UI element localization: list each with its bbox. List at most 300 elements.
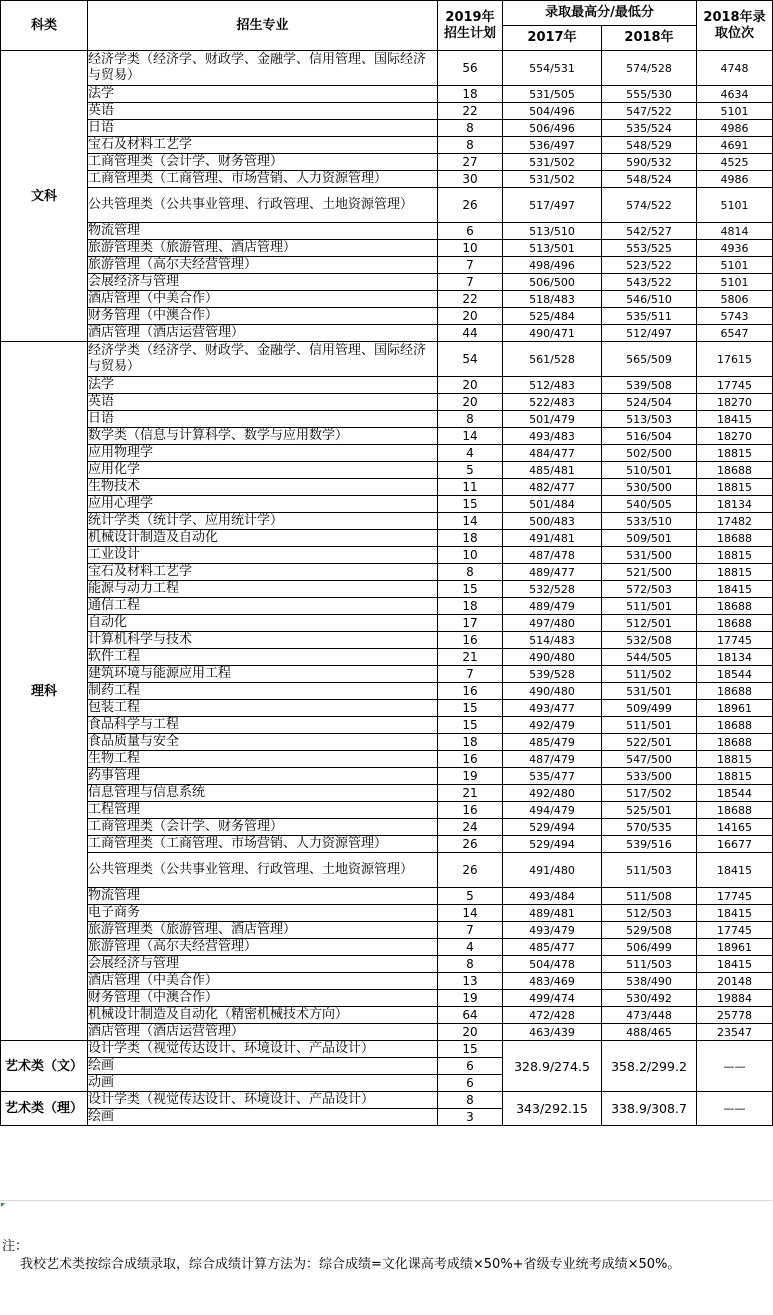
major-cell: 英语	[88, 394, 438, 411]
rank-cell: 17745	[697, 922, 773, 939]
score-2018-cell: 511/503	[602, 956, 697, 973]
score-2018-cell: 512/501	[602, 615, 697, 632]
score-2017-cell: 504/478	[503, 956, 602, 973]
plan-cell: 20	[438, 308, 503, 325]
plan-cell: 6	[438, 223, 503, 240]
rank-cell: ——	[697, 1041, 773, 1092]
plan-cell: 8	[438, 956, 503, 973]
score-2018-cell: 542/527	[602, 223, 697, 240]
major-cell: 应用物理学	[88, 445, 438, 462]
category-arts-science: 艺术类（理）	[1, 1092, 88, 1126]
major-cell: 工商管理类（会计学、财务管理）	[88, 154, 438, 171]
score-2017-cell: 513/501	[503, 240, 602, 257]
score-2018-cell: 535/524	[602, 120, 697, 137]
major-cell: 英语	[88, 103, 438, 120]
score-2018-cell: 535/511	[602, 308, 697, 325]
table-row	[1, 445, 773, 462]
plan-cell: 15	[438, 700, 503, 717]
score-2017-cell: 490/471	[503, 325, 602, 342]
plan-cell: 4	[438, 939, 503, 956]
major-cell: 法学	[88, 377, 438, 394]
score-2017-cell: 492/480	[503, 785, 602, 802]
table-row	[1, 188, 773, 223]
major-cell: 机械设计制造及自动化	[88, 530, 438, 547]
rank-cell: 20148	[697, 973, 773, 990]
rank-cell: 18270	[697, 428, 773, 445]
rank-cell: ——	[697, 1092, 773, 1126]
major-cell: 食品质量与安全	[88, 734, 438, 751]
score-2018-cell: 546/510	[602, 291, 697, 308]
score-2018-cell: 488/465	[602, 1024, 697, 1041]
table-row	[1, 666, 773, 683]
plan-cell: 8	[438, 120, 503, 137]
score-2018-cell: 338.9/308.7	[602, 1092, 697, 1126]
rank-cell: 18415	[697, 956, 773, 973]
header-2018: 2018年	[602, 26, 697, 51]
score-2017-cell: 529/494	[503, 836, 602, 853]
score-2018-cell: 574/522	[602, 188, 697, 223]
table-row	[1, 51, 773, 86]
score-2018-cell: 513/503	[602, 411, 697, 428]
major-cell: 绘画	[88, 1109, 438, 1126]
score-2017-cell: 512/483	[503, 377, 602, 394]
table-row	[1, 274, 773, 291]
rank-cell: 5101	[697, 188, 773, 223]
rank-cell: 5101	[697, 257, 773, 274]
score-2017-cell: 522/483	[503, 394, 602, 411]
plan-cell: 14	[438, 513, 503, 530]
major-cell: 财务管理（中澳合作）	[88, 990, 438, 1007]
rank-cell: 5101	[697, 274, 773, 291]
score-2018-cell: 511/508	[602, 888, 697, 905]
header-category: 科类	[1, 1, 88, 51]
score-2017-cell: 493/479	[503, 922, 602, 939]
table-row	[1, 922, 773, 939]
plan-cell: 18	[438, 734, 503, 751]
score-2018-cell: 530/492	[602, 990, 697, 1007]
major-cell: 经济学类（经济学、财政学、金融学、信用管理、国际经济与贸易）	[88, 342, 438, 377]
rank-cell: 18415	[697, 581, 773, 598]
score-2017-cell: 490/480	[503, 649, 602, 666]
score-2018-cell: 521/500	[602, 564, 697, 581]
table-row	[1, 377, 773, 394]
header-rank-2018-text: 2018年录取位次	[703, 9, 766, 41]
major-cell: 会展经济与管理	[88, 274, 438, 291]
score-2017-cell: 328.9/274.5	[503, 1041, 602, 1092]
rank-cell: 18815	[697, 751, 773, 768]
plan-cell: 18	[438, 86, 503, 103]
score-2017-cell: 536/497	[503, 137, 602, 154]
plan-cell: 6	[438, 1075, 503, 1092]
score-2018-cell: 548/529	[602, 137, 697, 154]
score-2017-cell: 498/496	[503, 257, 602, 274]
table-row	[1, 700, 773, 717]
table-row	[1, 120, 773, 137]
table-row	[1, 717, 773, 734]
major-cell: 酒店管理（中美合作）	[88, 291, 438, 308]
table-row	[1, 411, 773, 428]
plan-cell: 14	[438, 905, 503, 922]
table-row	[1, 853, 773, 888]
table-row	[1, 683, 773, 700]
rank-cell: 4691	[697, 137, 773, 154]
rank-cell: 19884	[697, 990, 773, 1007]
score-2017-cell: 554/531	[503, 51, 602, 86]
table-row	[1, 649, 773, 666]
cell-comment-marker	[1, 1203, 5, 1207]
score-2017-cell: 535/477	[503, 768, 602, 785]
score-2017-cell: 493/483	[503, 428, 602, 445]
score-2017-cell: 484/477	[503, 445, 602, 462]
note-body: 我校艺术类按综合成绩录取，综合成绩计算方法为：综合成绩=文化课高考成绩×50%+省级专业统考成绩×50%。	[20, 1257, 681, 1272]
table-row	[1, 496, 773, 513]
plan-cell: 4	[438, 445, 503, 462]
category-liberal-arts: 文科	[1, 51, 88, 342]
score-2017-cell: 531/502	[503, 171, 602, 188]
major-cell: 财务管理（中澳合作）	[88, 308, 438, 325]
rank-cell: 18415	[697, 853, 773, 888]
rank-cell: 18544	[697, 785, 773, 802]
major-cell: 动画	[88, 1075, 438, 1092]
score-2017-cell: 501/479	[503, 411, 602, 428]
plan-cell: 3	[438, 1109, 503, 1126]
major-cell: 会展经济与管理	[88, 956, 438, 973]
score-2018-cell: 539/508	[602, 377, 697, 394]
score-2017-cell: 485/481	[503, 462, 602, 479]
plan-cell: 19	[438, 768, 503, 785]
rank-cell: 18544	[697, 666, 773, 683]
table-row	[1, 257, 773, 274]
major-cell: 宝石及材料工艺学	[88, 137, 438, 154]
plan-cell: 54	[438, 342, 503, 377]
score-2018-cell: 523/522	[602, 257, 697, 274]
plan-cell: 8	[438, 411, 503, 428]
score-2018-cell: 590/532	[602, 154, 697, 171]
score-2017-cell: 343/292.15	[503, 1092, 602, 1126]
score-2017-cell: 513/510	[503, 223, 602, 240]
plan-cell: 16	[438, 802, 503, 819]
table-row	[1, 171, 773, 188]
score-2018-cell: 358.2/299.2	[602, 1041, 697, 1092]
rank-cell: 18415	[697, 411, 773, 428]
plan-cell: 16	[438, 683, 503, 700]
rank-cell: 17615	[697, 342, 773, 377]
score-2017-cell: 539/528	[503, 666, 602, 683]
major-cell: 法学	[88, 86, 438, 103]
plan-cell: 10	[438, 547, 503, 564]
plan-cell: 11	[438, 479, 503, 496]
score-2017-cell: 499/474	[503, 990, 602, 1007]
rank-cell: 5806	[697, 291, 773, 308]
rank-cell: 18815	[697, 564, 773, 581]
rank-cell: 4814	[697, 223, 773, 240]
note-title: 注：	[2, 1239, 29, 1254]
header-rank-2018	[697, 1, 773, 51]
plan-cell: 21	[438, 649, 503, 666]
plan-cell: 22	[438, 291, 503, 308]
table-row	[1, 632, 773, 649]
major-cell: 旅游管理（高尔夫经营管理）	[88, 257, 438, 274]
score-2018-cell: 532/508	[602, 632, 697, 649]
plan-cell: 8	[438, 564, 503, 581]
major-cell: 酒店管理（酒店运营管理）	[88, 325, 438, 342]
major-cell: 电子商务	[88, 905, 438, 922]
score-2018-cell: 509/499	[602, 700, 697, 717]
table-row	[1, 513, 773, 530]
score-2017-cell: 492/479	[503, 717, 602, 734]
score-2018-cell: 516/504	[602, 428, 697, 445]
score-2018-cell: 531/500	[602, 547, 697, 564]
score-2018-cell: 473/448	[602, 1007, 697, 1024]
plan-cell: 15	[438, 717, 503, 734]
score-2018-cell: 531/501	[602, 683, 697, 700]
table-row	[1, 103, 773, 120]
rank-cell: 17745	[697, 377, 773, 394]
score-2017-cell: 518/483	[503, 291, 602, 308]
table-row	[1, 137, 773, 154]
rank-cell: 18688	[697, 734, 773, 751]
table-row	[1, 428, 773, 445]
rank-cell: 18688	[697, 717, 773, 734]
major-cell: 生物技术	[88, 479, 438, 496]
score-2018-cell: 529/508	[602, 922, 697, 939]
major-cell: 应用心理学	[88, 496, 438, 513]
table-row	[1, 1024, 773, 1041]
rank-cell: 17745	[697, 632, 773, 649]
plan-cell: 20	[438, 394, 503, 411]
major-cell: 建筑环境与能源应用工程	[88, 666, 438, 683]
major-cell: 旅游管理（高尔夫经营管理）	[88, 939, 438, 956]
score-2018-cell: 570/535	[602, 819, 697, 836]
major-cell: 软件工程	[88, 649, 438, 666]
plan-cell: 8	[438, 137, 503, 154]
score-2017-cell: 529/494	[503, 819, 602, 836]
major-cell: 公共管理类（公共事业管理、行政管理、土地资源管理）	[88, 853, 438, 888]
plan-cell: 5	[438, 462, 503, 479]
category-science: 理科	[1, 342, 88, 1041]
major-cell: 能源与动力工程	[88, 581, 438, 598]
score-2018-cell: 548/524	[602, 171, 697, 188]
score-2018-cell: 511/503	[602, 853, 697, 888]
major-cell: 设计学类（视觉传达设计、环境设计、产品设计）	[88, 1041, 438, 1058]
score-2018-cell: 565/509	[602, 342, 697, 377]
major-cell: 机械设计制造及自动化（精密机械技术方向）	[88, 1007, 438, 1024]
score-2017-cell: 490/480	[503, 683, 602, 700]
score-2018-cell: 512/503	[602, 905, 697, 922]
score-2017-cell: 483/469	[503, 973, 602, 990]
rank-cell: 18688	[697, 802, 773, 819]
table-row	[1, 819, 773, 836]
rank-cell: 5101	[697, 103, 773, 120]
plan-cell: 30	[438, 171, 503, 188]
score-2018-cell: 511/502	[602, 666, 697, 683]
major-cell: 通信工程	[88, 598, 438, 615]
score-2018-cell: 509/501	[602, 530, 697, 547]
score-2017-cell: 491/480	[503, 853, 602, 888]
table-row	[1, 888, 773, 905]
major-cell: 自动化	[88, 615, 438, 632]
score-2018-cell: 525/501	[602, 802, 697, 819]
table-row	[1, 939, 773, 956]
note-section	[0, 1201, 772, 1315]
major-cell: 工程管理	[88, 802, 438, 819]
header-2017: 2017年	[503, 26, 602, 51]
major-cell: 计算机科学与技术	[88, 632, 438, 649]
rank-cell: 18688	[697, 598, 773, 615]
score-2017-cell: 517/497	[503, 188, 602, 223]
table-row	[1, 802, 773, 819]
rank-cell: 18815	[697, 547, 773, 564]
table-row	[1, 240, 773, 257]
major-cell: 统计学类（统计学、应用统计学）	[88, 513, 438, 530]
plan-cell: 14	[438, 428, 503, 445]
rank-cell: 18688	[697, 530, 773, 547]
score-2018-cell: 502/500	[602, 445, 697, 462]
plan-cell: 17	[438, 615, 503, 632]
plan-cell: 15	[438, 1041, 503, 1058]
table-row	[1, 751, 773, 768]
score-2017-cell: 514/483	[503, 632, 602, 649]
plan-cell: 26	[438, 853, 503, 888]
table-row	[1, 547, 773, 564]
rank-cell: 18688	[697, 683, 773, 700]
major-cell: 生物工程	[88, 751, 438, 768]
plan-cell: 13	[438, 973, 503, 990]
plan-cell: 20	[438, 1024, 503, 1041]
table-row	[1, 990, 773, 1007]
rank-cell: 4525	[697, 154, 773, 171]
score-2018-cell: 522/501	[602, 734, 697, 751]
score-2018-cell: 511/501	[602, 717, 697, 734]
score-2017-cell: 487/479	[503, 751, 602, 768]
score-2017-cell: 485/477	[503, 939, 602, 956]
plan-cell: 19	[438, 990, 503, 1007]
score-2018-cell: 553/525	[602, 240, 697, 257]
score-2017-cell: 494/479	[503, 802, 602, 819]
table-body	[1, 51, 773, 1126]
score-2017-cell: 525/484	[503, 308, 602, 325]
major-cell: 公共管理类（公共事业管理、行政管理、土地资源管理）	[88, 188, 438, 223]
score-2018-cell: 517/502	[602, 785, 697, 802]
plan-cell: 5	[438, 888, 503, 905]
plan-cell: 18	[438, 598, 503, 615]
score-2017-cell: 501/484	[503, 496, 602, 513]
major-cell: 日语	[88, 120, 438, 137]
rank-cell: 16677	[697, 836, 773, 853]
rank-cell: 18815	[697, 768, 773, 785]
table-row	[1, 154, 773, 171]
plan-cell: 16	[438, 632, 503, 649]
major-cell: 旅游管理类（旅游管理、酒店管理）	[88, 922, 438, 939]
score-2017-cell: 463/439	[503, 1024, 602, 1041]
score-2018-cell: 574/528	[602, 51, 697, 86]
score-2017-cell: 531/505	[503, 86, 602, 103]
score-2018-cell: 540/505	[602, 496, 697, 513]
table-row	[1, 615, 773, 632]
rank-cell: 18134	[697, 649, 773, 666]
rank-cell: 4936	[697, 240, 773, 257]
table-row	[1, 768, 773, 785]
major-cell: 设计学类（视觉传达设计、环境设计、产品设计）	[88, 1092, 438, 1109]
plan-cell: 7	[438, 274, 503, 291]
plan-cell: 27	[438, 154, 503, 171]
score-2018-cell: 538/490	[602, 973, 697, 990]
score-2018-cell: 547/522	[602, 103, 697, 120]
score-2017-cell: 497/480	[503, 615, 602, 632]
table-row	[1, 598, 773, 615]
table-row	[1, 836, 773, 853]
score-2017-cell: 487/478	[503, 547, 602, 564]
rank-cell: 4986	[697, 171, 773, 188]
rank-cell: 18134	[697, 496, 773, 513]
score-2017-cell: 493/484	[503, 888, 602, 905]
table-row	[1, 479, 773, 496]
plan-cell: 22	[438, 103, 503, 120]
major-cell: 旅游管理类（旅游管理、酒店管理）	[88, 240, 438, 257]
score-2017-cell: 506/500	[503, 274, 602, 291]
plan-cell: 20	[438, 377, 503, 394]
plan-cell: 15	[438, 496, 503, 513]
table-row	[1, 581, 773, 598]
major-cell: 制药工程	[88, 683, 438, 700]
rank-cell: 25778	[697, 1007, 773, 1024]
rank-cell: 18815	[697, 479, 773, 496]
major-cell: 包装工程	[88, 700, 438, 717]
score-2018-cell: 524/504	[602, 394, 697, 411]
major-cell: 食品科学与工程	[88, 717, 438, 734]
plan-cell: 7	[438, 257, 503, 274]
score-2017-cell: 485/479	[503, 734, 602, 751]
table-row	[1, 973, 773, 990]
table-row	[1, 86, 773, 103]
plan-cell: 8	[438, 1092, 503, 1109]
score-2018-cell: 512/497	[602, 325, 697, 342]
major-cell: 数学类（信息与计算科学、数学与应用数学）	[88, 428, 438, 445]
score-2017-cell: 472/428	[503, 1007, 602, 1024]
table-row	[1, 308, 773, 325]
score-2018-cell: 555/530	[602, 86, 697, 103]
score-2017-cell: 489/479	[503, 598, 602, 615]
major-cell: 宝石及材料工艺学	[88, 564, 438, 581]
score-2018-cell: 530/500	[602, 479, 697, 496]
plan-cell: 21	[438, 785, 503, 802]
table-row	[1, 462, 773, 479]
table-row	[1, 564, 773, 581]
major-cell: 应用化学	[88, 462, 438, 479]
major-cell: 物流管理	[88, 223, 438, 240]
score-2017-cell: 506/496	[503, 120, 602, 137]
table-row	[1, 291, 773, 308]
header-score-group: 录取最高分/最低分	[503, 1, 697, 26]
rank-cell: 18688	[697, 615, 773, 632]
score-2018-cell: 510/501	[602, 462, 697, 479]
plan-cell: 44	[438, 325, 503, 342]
plan-cell: 56	[438, 51, 503, 86]
plan-cell: 24	[438, 819, 503, 836]
score-2018-cell: 506/499	[602, 939, 697, 956]
header-plan-2019-text: 2019年招生计划	[443, 9, 496, 41]
score-2018-cell: 533/510	[602, 513, 697, 530]
table-row	[1, 1092, 773, 1109]
table-row	[1, 905, 773, 922]
score-2017-cell: 561/528	[503, 342, 602, 377]
score-2017-cell: 491/481	[503, 530, 602, 547]
rank-cell: 18415	[697, 905, 773, 922]
table-row	[1, 956, 773, 973]
table-row	[1, 1007, 773, 1024]
rank-cell: 18270	[697, 394, 773, 411]
major-cell: 绘画	[88, 1058, 438, 1075]
